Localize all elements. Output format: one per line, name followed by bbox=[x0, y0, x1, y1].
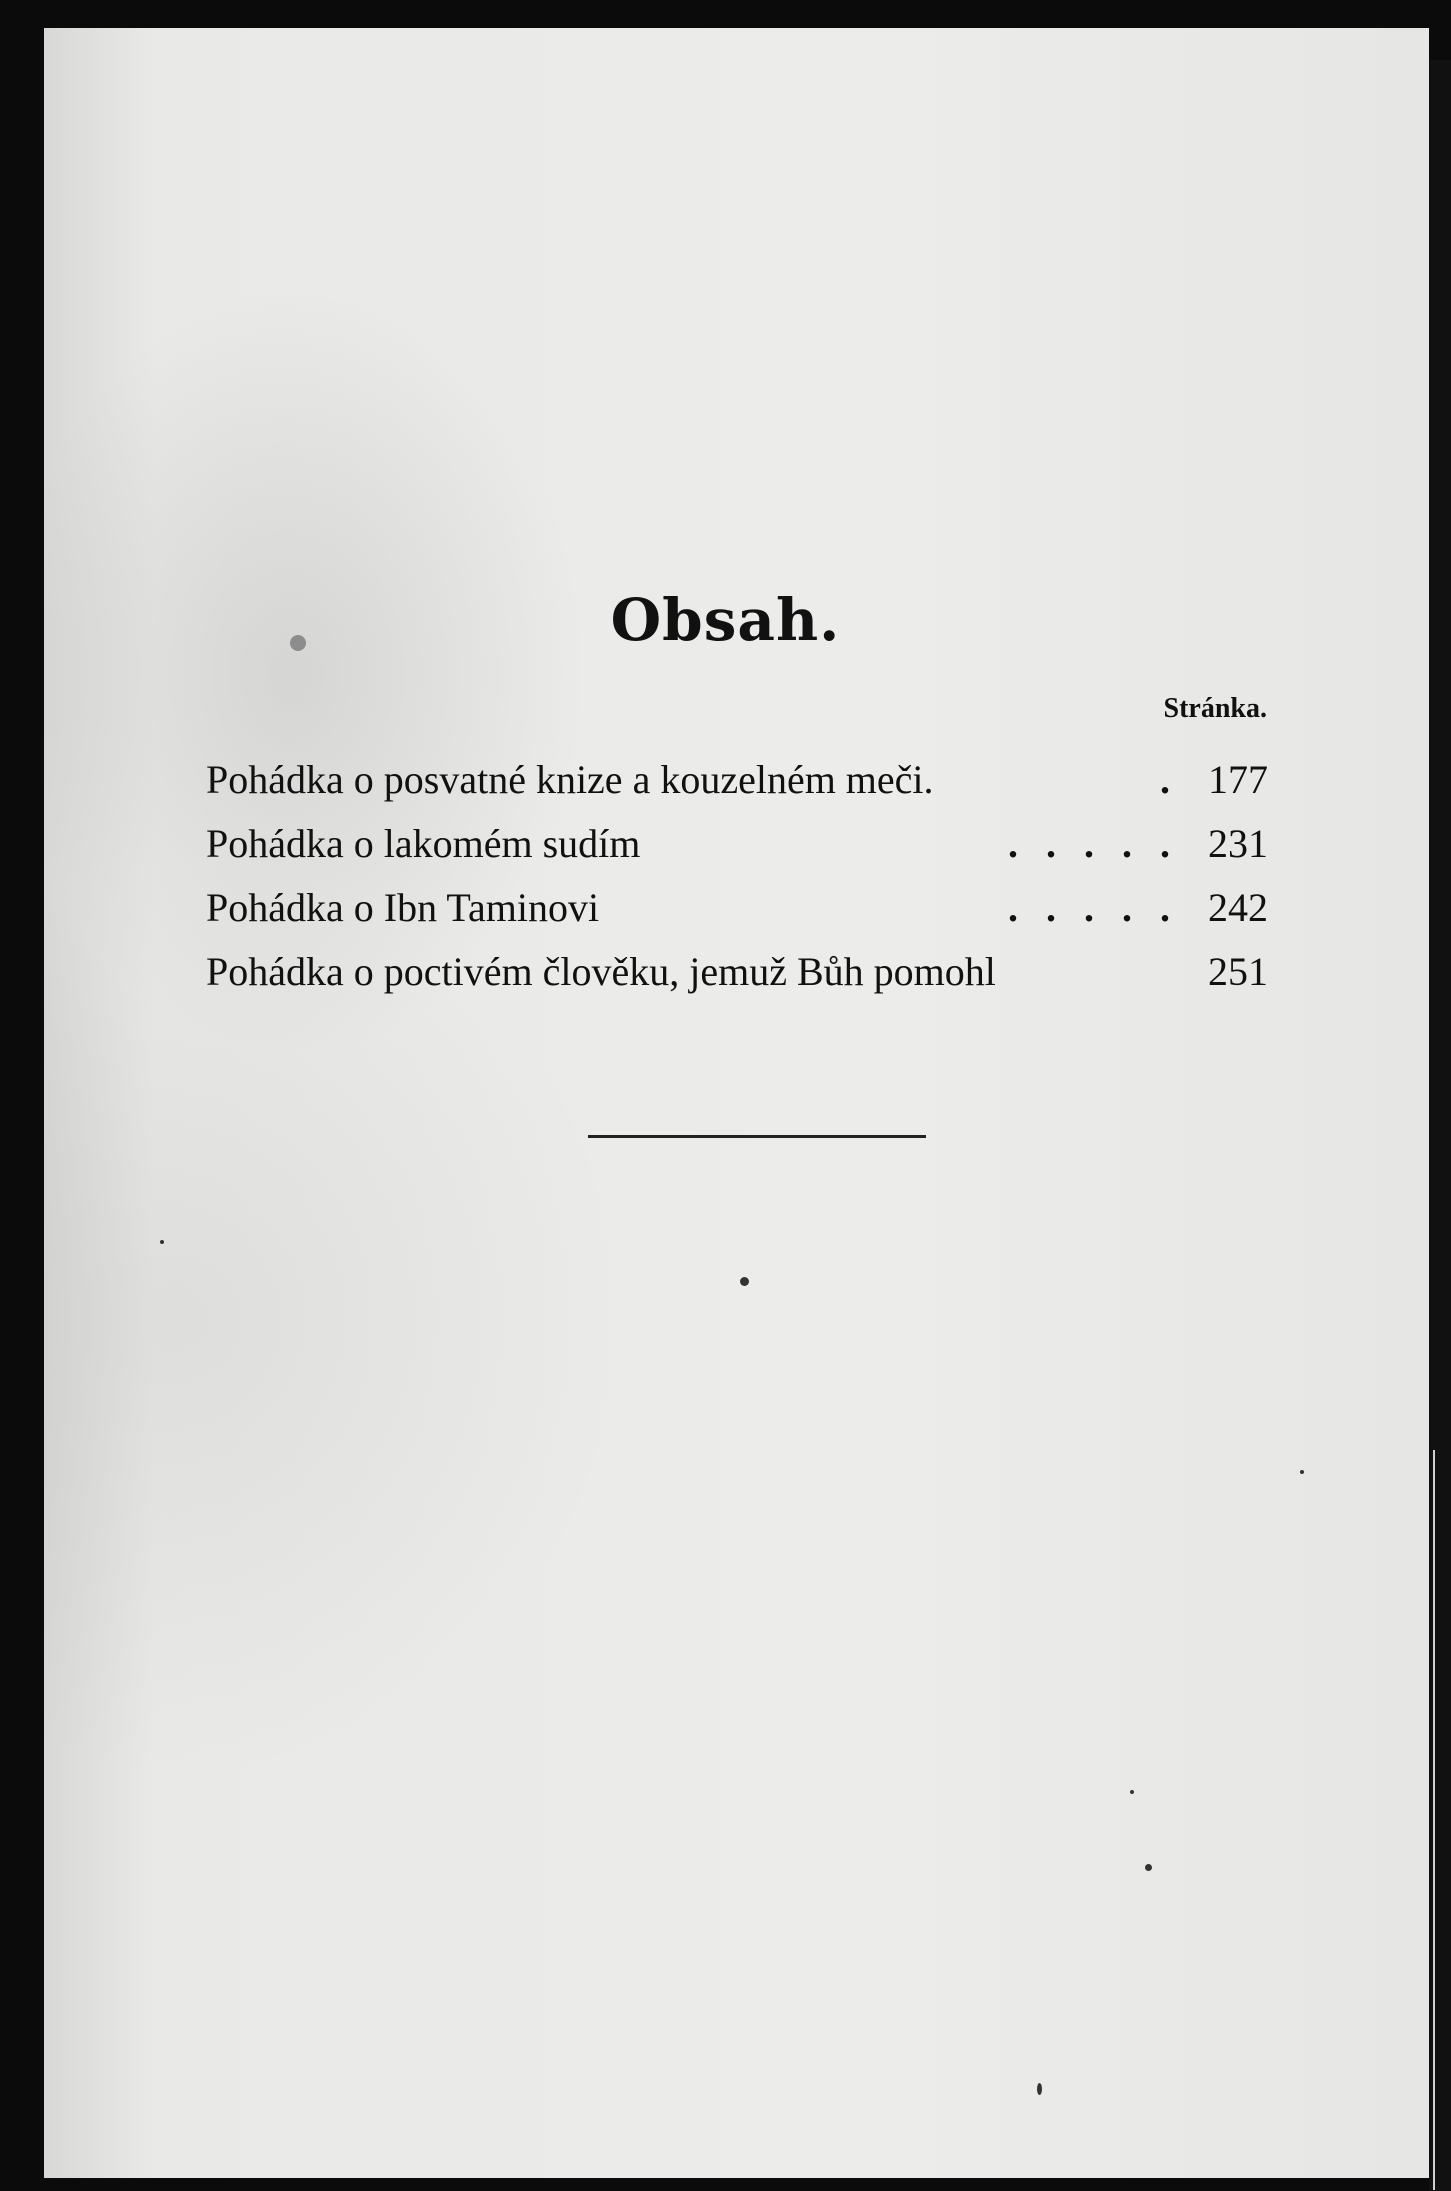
page-edge-line bbox=[1433, 1450, 1435, 2190]
scan-speck bbox=[740, 1277, 749, 1286]
page-title: Obsah. bbox=[610, 586, 841, 654]
toc-leader-dots: ..... bbox=[1008, 821, 1198, 866]
toc-entry bbox=[206, 884, 1268, 948]
scan-speck bbox=[290, 635, 306, 651]
toc-entry bbox=[206, 756, 1268, 820]
table-of-contents bbox=[206, 756, 1268, 1012]
toc-entry-title: Pohádka o poctivém člověku, jemuž Bůh pomohl bbox=[206, 949, 996, 994]
toc-entry-title: Pohádka o lakomém sudím bbox=[206, 821, 641, 866]
page-column-header: Stránka. bbox=[1163, 693, 1267, 724]
toc-entry-page: 242 bbox=[1208, 885, 1268, 930]
scan-speck bbox=[1130, 1790, 1134, 1794]
toc-entry bbox=[206, 948, 1268, 1012]
book-page bbox=[44, 28, 1429, 2178]
scan-speck bbox=[160, 1240, 164, 1244]
scan-speck bbox=[1300, 1470, 1304, 1474]
toc-entry-title: Pohádka o Ibn Taminovi bbox=[206, 885, 600, 930]
toc-entry-title: Pohádka o posvatné knize a kouzelném meči. bbox=[206, 757, 934, 802]
toc-leader-dots: . bbox=[1160, 757, 1198, 802]
toc-entry bbox=[206, 820, 1268, 884]
toc-leader-dots: ..... bbox=[1008, 885, 1198, 930]
scan-speck bbox=[1145, 1864, 1152, 1871]
toc-entry-page: 231 bbox=[1208, 821, 1268, 866]
scan-speck bbox=[1037, 2083, 1042, 2095]
end-rule bbox=[588, 1135, 926, 1138]
toc-entry-page: 251 bbox=[1208, 949, 1268, 994]
toc-entry-page: 177 bbox=[1208, 757, 1268, 802]
